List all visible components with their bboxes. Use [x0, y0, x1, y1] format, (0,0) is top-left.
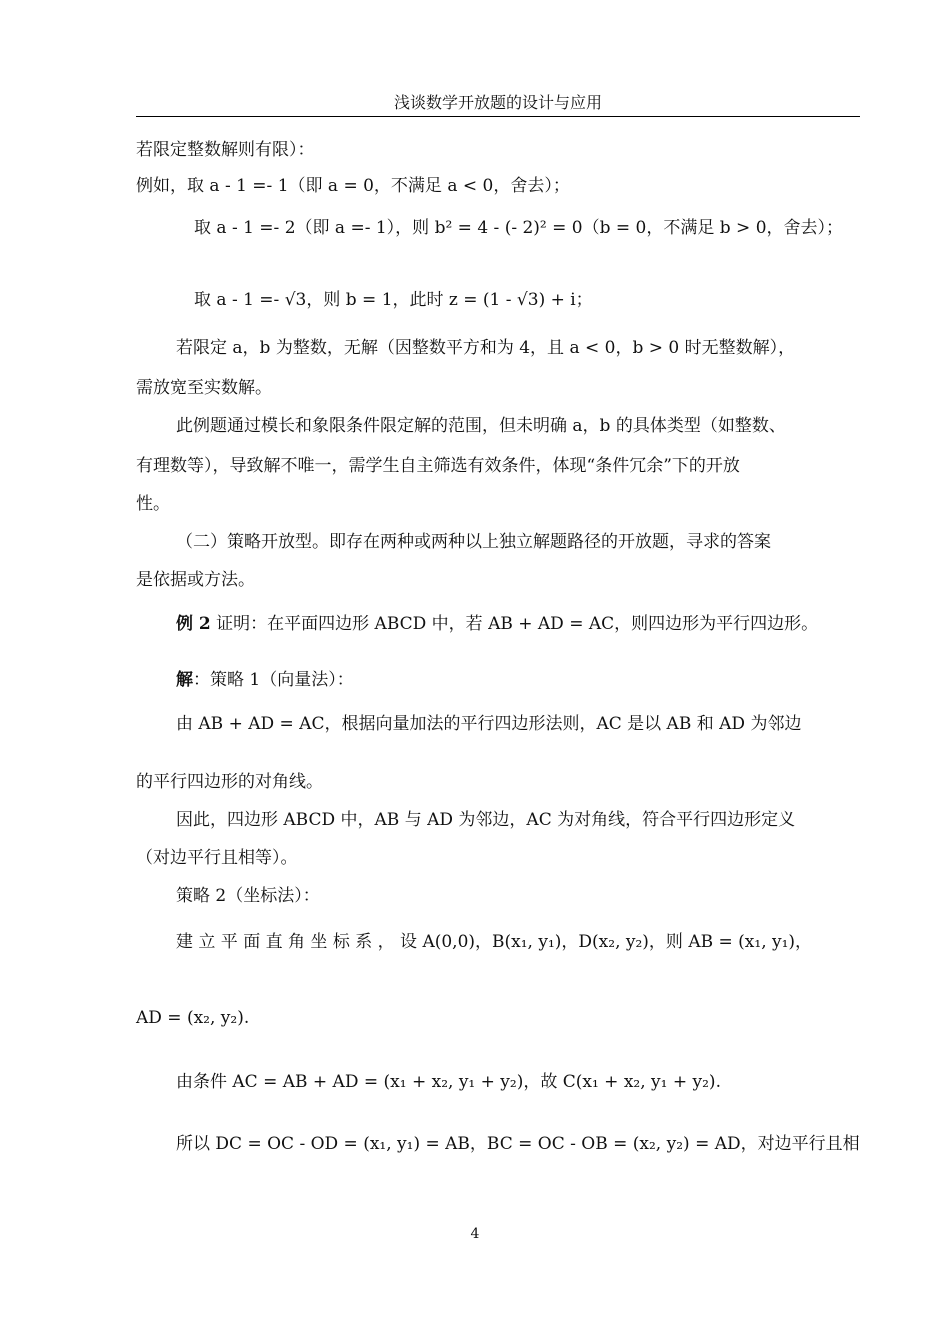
line-text: 有理数等），导致解不唯一，需学生自主筛选有效条件，体现“条件冗余”下的开放 [136, 456, 740, 476]
line-text: 性。 [136, 494, 170, 514]
line-text: AD = (x₂, y₂). [136, 1008, 250, 1028]
header-title: 浅谈数学开放题的设计与应用 [393, 93, 602, 112]
line-text: 策略 2（坐标法）： [176, 886, 320, 906]
text-line [176, 336, 795, 360]
text-line [176, 884, 320, 908]
line-text: 因此，四边形 ABCD 中，AB 与 AD 为邻边，AC 为对角线，符合平行四边形定义 [176, 810, 796, 830]
text-line [176, 930, 812, 954]
line-text: （对边平行且相等）。 [136, 848, 298, 868]
text-line [136, 568, 255, 592]
text-line [136, 1006, 249, 1030]
bold-label: 例 2 [176, 614, 211, 634]
text-line [176, 1070, 721, 1094]
text-line [176, 414, 786, 438]
line-text: （二）策略开放型。即存在两种或两种以上独立解题路径的开放题，寻求的答案 [176, 532, 771, 552]
line-text: 由 AB + AD = AC，根据向量加法的平行四边形法则，AC 是以 AB 和 AD 为邻边 [176, 714, 802, 734]
text-line [176, 1132, 860, 1156]
text-line [176, 712, 801, 736]
line-text: 是依据或方法。 [136, 570, 255, 590]
line-text: ：策略 1（向量法）： [193, 670, 354, 690]
line-text: 此例题通过模长和象限条件限定解的范围，但未明确 a，b 的具体类型（如整数、 [176, 416, 786, 436]
page-number: 4 [470, 1226, 480, 1242]
text-line [136, 454, 740, 478]
line-text: 取 a - 1 =- √3，则 b = 1，此时 z = (1 - √3) + i； [194, 290, 593, 310]
line-text: 所以 DC = OC - OD = (x₁, y₁) = AB，BC = OC - OB = (x₂, y₂) = AD，对边平行且相 [176, 1134, 860, 1154]
bold-label: 解 [176, 670, 193, 690]
text-line [176, 668, 354, 692]
text-line [194, 288, 593, 312]
text-line [176, 612, 818, 636]
text-line [194, 216, 843, 240]
text-line [176, 530, 771, 554]
line-text: 若限定整数解则有限）： [136, 140, 315, 160]
line-text: 由条件 AC = AB + AD = (x₁ + x₂, y₁ + y₂)，故 C(x₁ + x₂, y₁ + y₂). [176, 1072, 721, 1092]
line-text: 建 立 平 面 直 角 坐 标 系 ， 设 A(0,0)，B(x₁, y₁)，D(x₂, y₂)，则 AB = (x₁, y₁)， [176, 932, 813, 952]
page-header [136, 90, 860, 117]
line-text: 若限定 a，b 为整数，无解（因整数平方和为 4，且 a < 0，b > 0 时无整数解）， [176, 338, 796, 358]
line-text: 例如，取 a - 1 =- 1（即 a = 0，不满足 a < 0，舍去）； [136, 176, 570, 196]
text-line [136, 492, 170, 516]
text-line [136, 174, 570, 198]
line-text: 取 a - 1 =- 2（即 a =- 1），则 b² = 4 - (- 2)² = 0（b = 0，不满足 b > 0，舍去）； [194, 218, 844, 238]
text-line [136, 770, 323, 794]
line-text: 证明：在平面四边形 ABCD 中，若 AB + AD = AC，则四边形为平行四边形。 [210, 614, 819, 634]
text-line [136, 376, 272, 400]
line-text: 的平行四边形的对角线。 [136, 772, 323, 792]
text-line [136, 138, 315, 162]
text-line [176, 808, 795, 832]
line-text: 需放宽至实数解。 [136, 378, 272, 398]
text-line [136, 846, 298, 870]
